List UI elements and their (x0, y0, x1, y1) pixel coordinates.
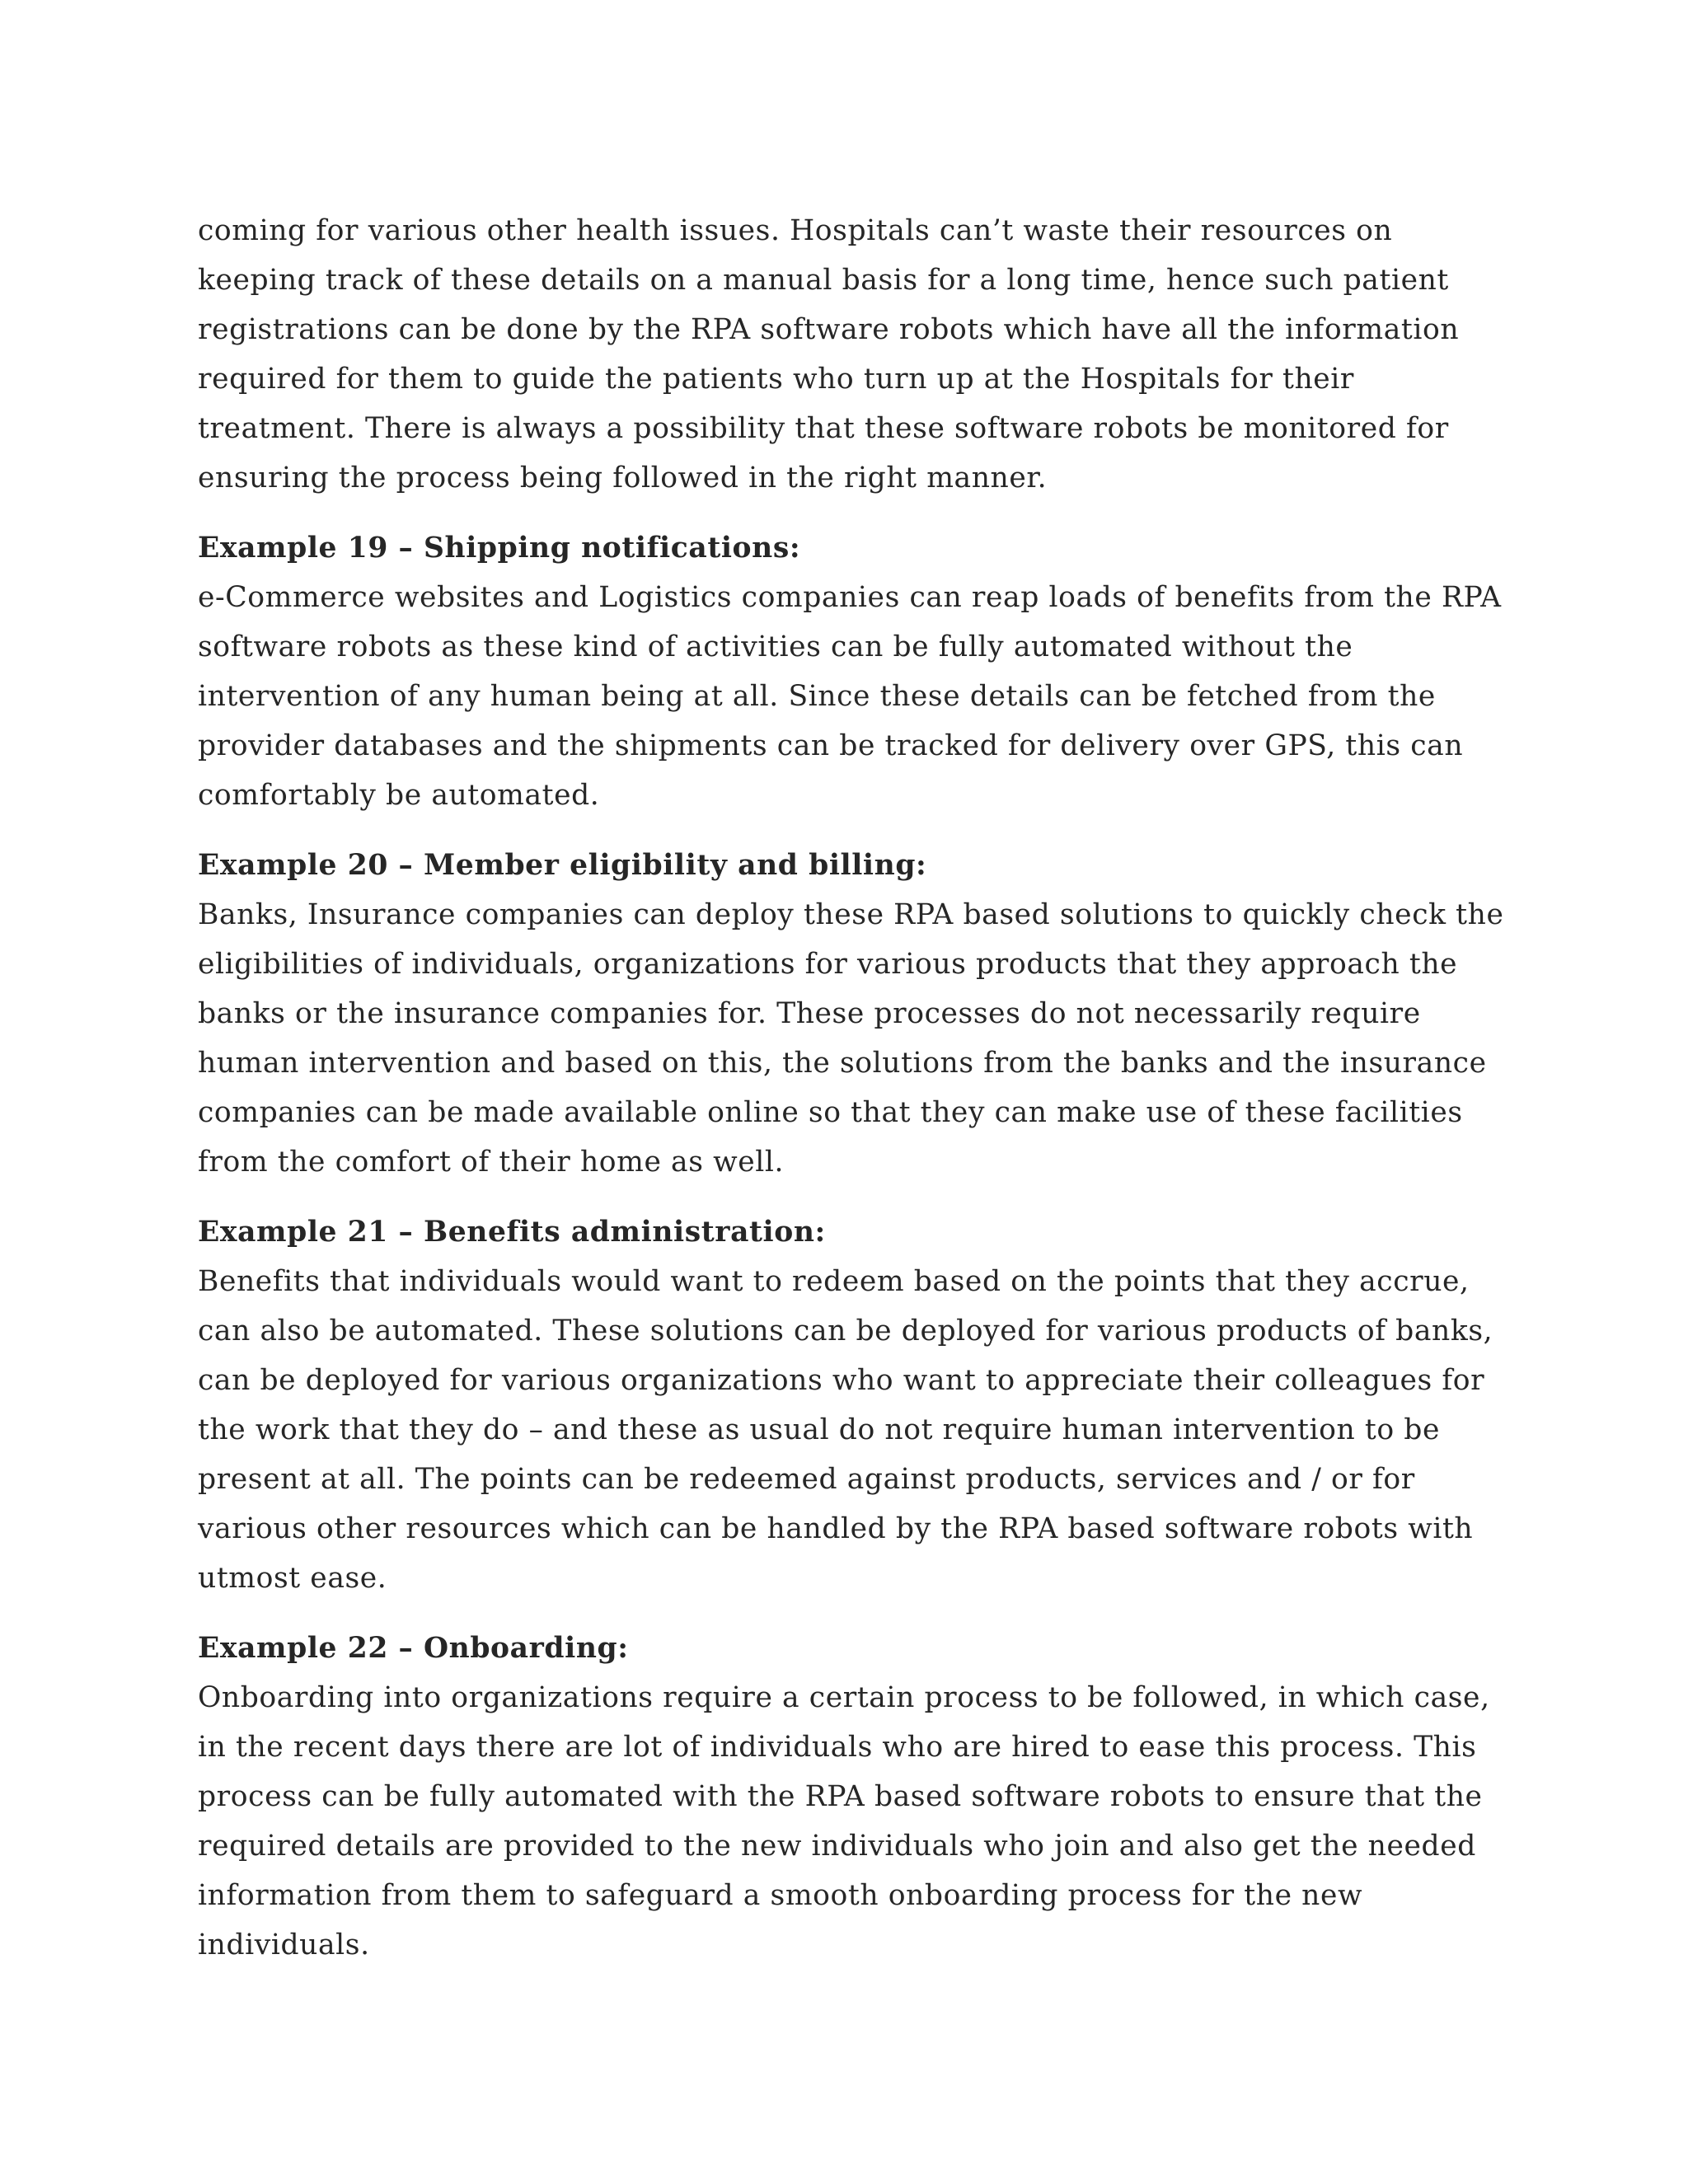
text-line: Benefits that individuals would want to redeem based on the points that they accrue, (198, 1265, 1470, 1298)
text-line: keeping track of these details on a manual basis for a long time, hence such patient (198, 264, 1449, 297)
section-heading: Example 19 – Shipping notifications: (198, 532, 801, 565)
intro-paragraph (198, 206, 1500, 503)
text-line: registrations can be done by the RPA software robots which have all the information (198, 313, 1460, 346)
text-line: treatment. There is always a possibility that these software robots be monitored for (198, 412, 1449, 445)
section-example-19 (198, 523, 1500, 820)
section-heading: Example 21 – Benefits administration: (198, 1216, 826, 1249)
text-line: intervention of any human being at all. Since these details can be fetched from the (198, 680, 1436, 713)
text-line: required for them to guide the patients who turn up at the Hospitals for their (198, 363, 1355, 396)
section-heading: Example 20 – Member eligibility and billing: (198, 849, 927, 882)
document-body (198, 206, 1504, 1970)
text-line: companies can be made available online so that they can make use of these facilities (198, 1096, 1463, 1129)
text-line: process can be fully automated with the RPA based software robots to ensure that the (198, 1780, 1483, 1813)
text-line: present at all. The points can be redeemed against products, services and / or for (198, 1463, 1415, 1496)
text-line: utmost ease. (198, 1562, 387, 1595)
text-line: Onboarding into organizations require a certain process to be followed, in which case, (198, 1681, 1490, 1714)
section-example-21 (198, 1207, 1500, 1603)
section-heading: Example 22 – Onboarding: (198, 1632, 629, 1665)
text-line: human intervention and based on this, the solutions from the banks and the insurance (198, 1047, 1487, 1080)
text-line: individuals. (198, 1929, 370, 1961)
text-line: Banks, Insurance companies can deploy these RPA based solutions to quickly check the (198, 898, 1504, 931)
text-line: banks or the insurance companies for. These processes do not necessarily require (198, 997, 1421, 1030)
text-line: the work that they do – and these as usual do not require human intervention to be (198, 1413, 1440, 1446)
text-line: provider databases and the shipments can be tracked for delivery over GPS, this can (198, 729, 1464, 762)
text-line: ensuring the process being followed in the right manner. (198, 462, 1048, 494)
section-example-22 (198, 1624, 1500, 1970)
text-line: in the recent days there are lot of individuals who are hired to ease this process. This (198, 1731, 1477, 1764)
section-example-20 (198, 841, 1504, 1187)
text-line: information from them to safeguard a smooth onboarding process for the new (198, 1879, 1363, 1912)
text-line: comfortably be automated. (198, 779, 600, 812)
text-line: can also be automated. These solutions can be deployed for various products of banks, (198, 1315, 1493, 1347)
text-line: e-Commerce websites and Logistics companies can reap loads of benefits from the RPA (198, 581, 1502, 614)
text-line: coming for various other health issues. Hospitals can’t waste their resources on (198, 214, 1393, 247)
text-line: various other resources which can be handled by the RPA based software robots with (198, 1512, 1474, 1545)
text-line: software robots as these kind of activities can be fully automated without the (198, 630, 1353, 663)
text-line: from the comfort of their home as well. (198, 1146, 785, 1179)
text-line: eligibilities of individuals, organizations for various products that they approach the (198, 948, 1458, 981)
text-line: can be deployed for various organizations who want to appreciate their colleagues for (198, 1364, 1485, 1397)
text-line: required details are provided to the new individuals who join and also get the needed (198, 1830, 1476, 1863)
